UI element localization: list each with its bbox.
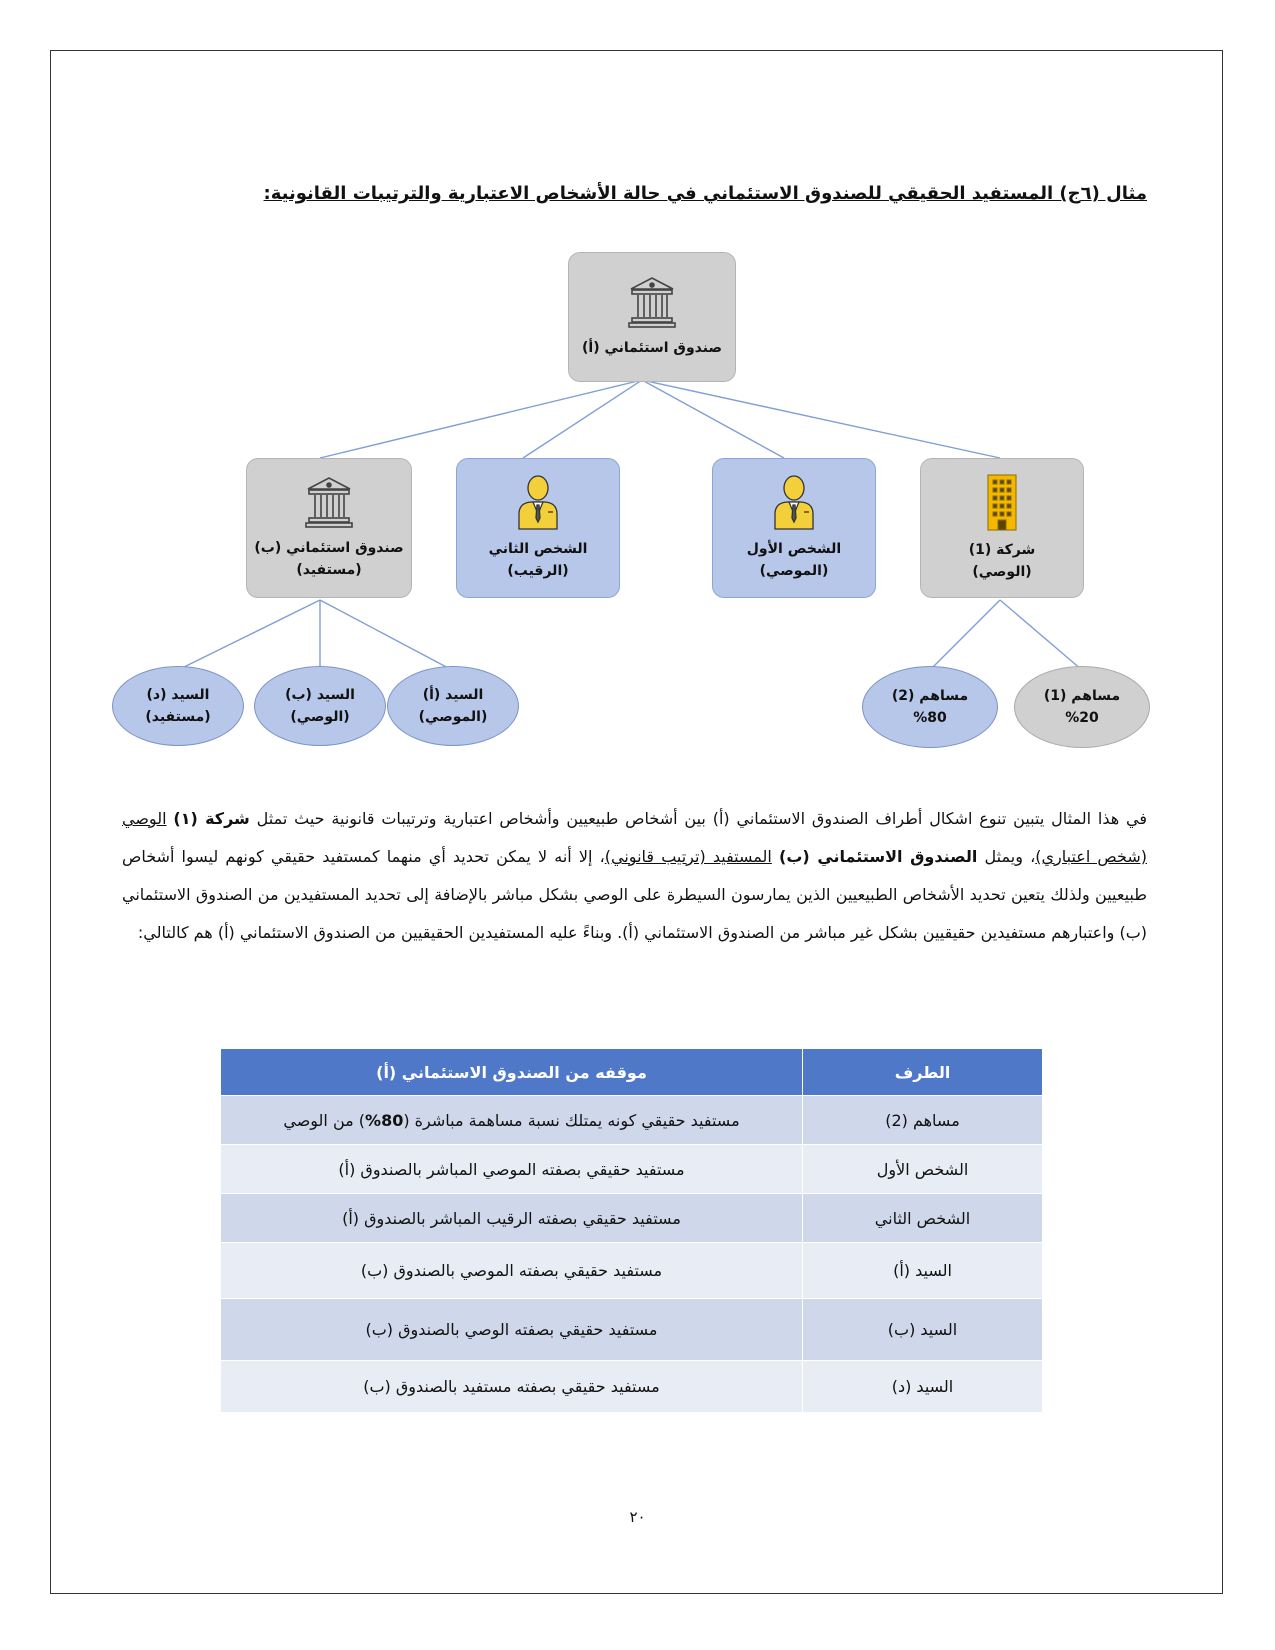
mr-b-label: السيد (ب) (الوصي): [285, 687, 355, 725]
mr-d-label: السيد (د) (مستفيد): [145, 687, 211, 725]
company-node: [920, 458, 1084, 598]
connector-lines: [0, 0, 1275, 780]
page-heading: مثال (٦ج) المستفيد الحقيقي للصندوق الاستئماني في حالة الأشخاص الاعتبارية والترتيبات القانونية:: [263, 183, 1147, 204]
office-building-icon: [985, 473, 1019, 535]
cell-party: السيد (ب): [803, 1299, 1043, 1361]
cell-party: مساهم (2): [803, 1096, 1043, 1145]
cell-position: مستفيد حقيقي بصفته الموصي بالصندوق (ب): [221, 1243, 803, 1299]
businessperson-icon: [772, 474, 816, 534]
beneficiary-underlined: المستفيد (ترتيب قانوني): [604, 847, 772, 866]
cell-position: مستفيد حقيقي بصفته مستفيد بالصندوق (ب): [221, 1361, 803, 1413]
trust-a-node: [568, 252, 736, 382]
mr-d-node: [112, 666, 244, 746]
bank-building-icon: [627, 275, 677, 333]
beneficiaries-table: [220, 1048, 1043, 1413]
mr-b-node: [254, 666, 386, 746]
connector-company-sh2: [930, 600, 1000, 670]
person-one-node: [712, 458, 876, 598]
trustee-underlined: الوصي (شخص اعتباري): [122, 809, 1147, 866]
header-position: موقفه من الصندوق الاستئماني (أ): [221, 1049, 803, 1096]
connector-root-company: [642, 380, 1000, 458]
shareholder-two-label: مساهم (2) %80: [891, 688, 969, 726]
cell-position: مستفيد حقيقي بصفته الموصي المباشر بالصندوق (أ): [221, 1145, 803, 1194]
table-row: [221, 1096, 1043, 1145]
shareholder-one-label: مساهم (1) %20: [1043, 688, 1121, 726]
connector-company-sh1: [1000, 600, 1082, 670]
cell-party: الشخص الأول: [803, 1145, 1043, 1194]
person-one-label: الشخص الأول (الموصي): [746, 541, 842, 579]
trust-b-node: [246, 458, 412, 598]
bank-building-icon: [304, 475, 354, 533]
table-row: [221, 1243, 1043, 1299]
connector-trustb-mrd: [178, 600, 320, 670]
page-number: ٢٠: [629, 1508, 646, 1526]
cell-party: الشخص الثاني: [803, 1194, 1043, 1243]
connector-trustb-mra: [320, 600, 452, 670]
trust-b-label: صندوق استئماني (ب) (مستفيد): [254, 540, 404, 578]
mr-a-label: السيد (أ) (الموصي): [418, 687, 488, 725]
shareholder-two-node: [862, 666, 998, 748]
mr-a-node: [387, 666, 519, 746]
businessperson-icon: [516, 474, 560, 534]
table-row: [221, 1299, 1043, 1361]
cell-position: مستفيد حقيقي بصفته الرقيب المباشر بالصندوق (أ): [221, 1194, 803, 1243]
table-row: [221, 1361, 1043, 1413]
ownership-diagram: [0, 0, 1275, 780]
company-one-bold: شركة (١): [173, 809, 250, 828]
connector-root-person2: [523, 380, 642, 458]
header-party: الطرف: [803, 1049, 1043, 1096]
trust-a-label: صندوق استئماني (أ): [582, 340, 722, 356]
trust-b-bold: الصندوق الاستئماني (ب): [779, 847, 978, 866]
cell-position: مستفيد حقيقي كونه يمتلك نسبة مساهمة مباشرة (80%) من الوصي: [221, 1096, 803, 1145]
cell-party: السيد (د): [803, 1361, 1043, 1413]
table-row: [221, 1194, 1043, 1243]
shareholder-one-node: [1014, 666, 1150, 748]
table-row: [221, 1145, 1043, 1194]
company-label: شركة (1) (الوصي): [968, 542, 1036, 580]
table-header-row: [221, 1049, 1043, 1096]
person-two-node: [456, 458, 620, 598]
connector-root-person1: [642, 380, 784, 458]
cell-party: السيد (أ): [803, 1243, 1043, 1299]
person-two-label: الشخص الثاني (الرقيب): [488, 541, 588, 579]
cell-position: مستفيد حقيقي بصفته الوصي بالصندوق (ب): [221, 1299, 803, 1361]
explanation-paragraph: في هذا المثال يتبين تنوع اشكال أطراف الصندوق الاستئماني (أ) بين أشخاص طبيعيين وأشخاص اعتبارية وترتيبات قانونية حيث تمثل شركة (١) الوصي (شخص اعتباري)، ويمثل الصندوق الاستئماني (ب) المستفيد (ترتيب قانوني)، إلا أنه لا يمكن تحديد أي منهما كمستفيد حقيقي كونهم ليسوا أشخاص طبيعيين ولذلك يتعين تحديد الأشخاص الطبيعيين الذين يمارسون السيطرة على الوصي بشكل مباشر بالإضافة إلى تحديد المستفيدين من الصندوق الاستئماني (ب) واعتبارهم مستفيدين حقيقيين بشكل غير مباشر من الصندوق الاستئماني (أ). وبناءً عليه المستفيدين الحقيقيين من الصندوق الاستئماني (أ) هم كالتالي:: [122, 809, 1148, 942]
connector-root-trust-b: [320, 380, 642, 458]
